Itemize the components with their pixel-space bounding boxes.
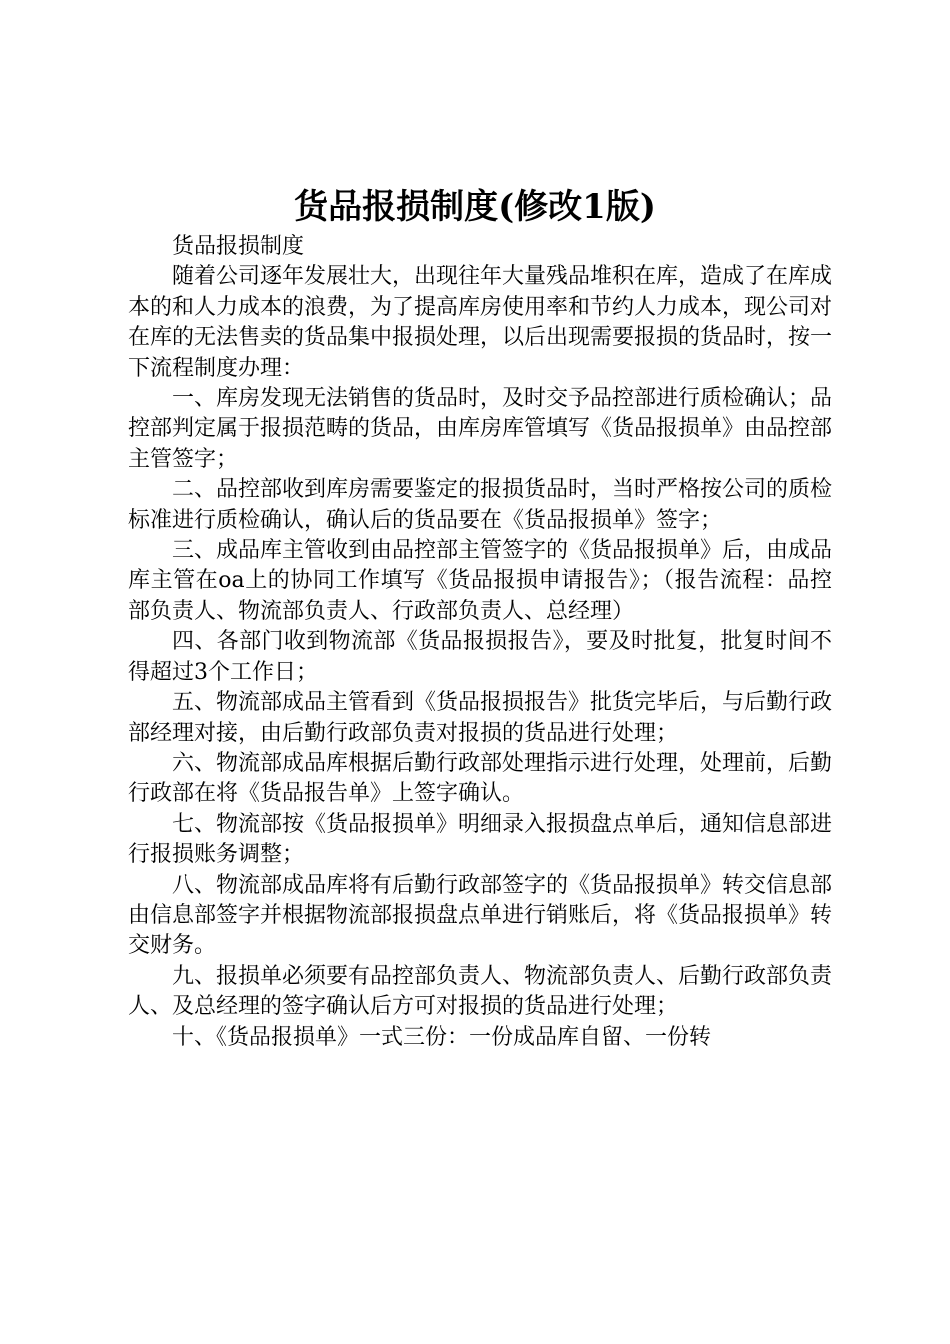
paragraph-item-6: 六、物流部成品库根据后勤行政部处理指示进行处理，处理前，后勤行政部在将《货品报告单》上签字确认。 (128, 750, 833, 807)
paragraph-item-2: 二、品控部收到库房需要鉴定的报损货品时，当时严格按公司的质检标准进行质检确认，确认后的货品要在《货品报损单》签字； (128, 477, 833, 533)
document-title: 货品报损制度(修改1版) (294, 187, 656, 227)
paragraph-subtitle: 货品报损制度 (172, 234, 305, 259)
paragraph-item-1: 一、库房发现无法销售的货品时，及时交予品控部进行质检确认；品控部判定属于报损范畴的货品，由库房库管填写《货品报损单》由品控部主管签字； (128, 386, 833, 472)
paragraph-item-4: 四、各部门收到物流部《货品报损报告》，要及时批复，批复时间不得超过3个工作日； (128, 629, 832, 685)
paragraph-item-9: 九、报损单必须要有品控部负责人、物流部负责人、后勤行政部负责人、及总经理的签字确认后方可对报损的货品进行处理； (128, 963, 833, 1020)
paragraph-item-10: 十、《货品报损单》一式三份：一份成品库自留、一份转 (172, 1024, 712, 1050)
paragraph-intro: 随着公司逐年发展壮大，出现往年大量残品堆积在库，造成了在库成本的和人力成本的浪费，为了提高库房使用率和节约人力成本，现公司对在库的无法售卖的货品集中报损处理，以后出现需要报损的货品时，按一下流程制度办理： (128, 264, 833, 381)
paragraph-item-3: 三、成品库主管收到由品控部主管签字的《货品报损单》后，由成品库主管在oa上的协同工作填写《货品报损申请报告》；（报告流程：品控部负责人、物流部负责人、行政部负责人、总经理） (128, 538, 833, 624)
paragraph-item-8: 八、物流部成品库将有后勤行政部签字的《货品报损单》转交信息部由信息部签字并根据物流部报损盘点单进行销账后，将《货品报损单》转交财务。 (128, 872, 833, 959)
paragraph-item-7: 七、物流部按《货品报损单》明细录入报损盘点单后，通知信息部进行报损账务调整； (128, 811, 833, 868)
document-body (128, 232, 832, 1053)
paragraph-item-5: 五、物流部成品主管看到《货品报损报告》批货完毕后，与后勤行政部经理对接，由后勤行政部负责对报损的货品进行处理； (128, 690, 833, 746)
